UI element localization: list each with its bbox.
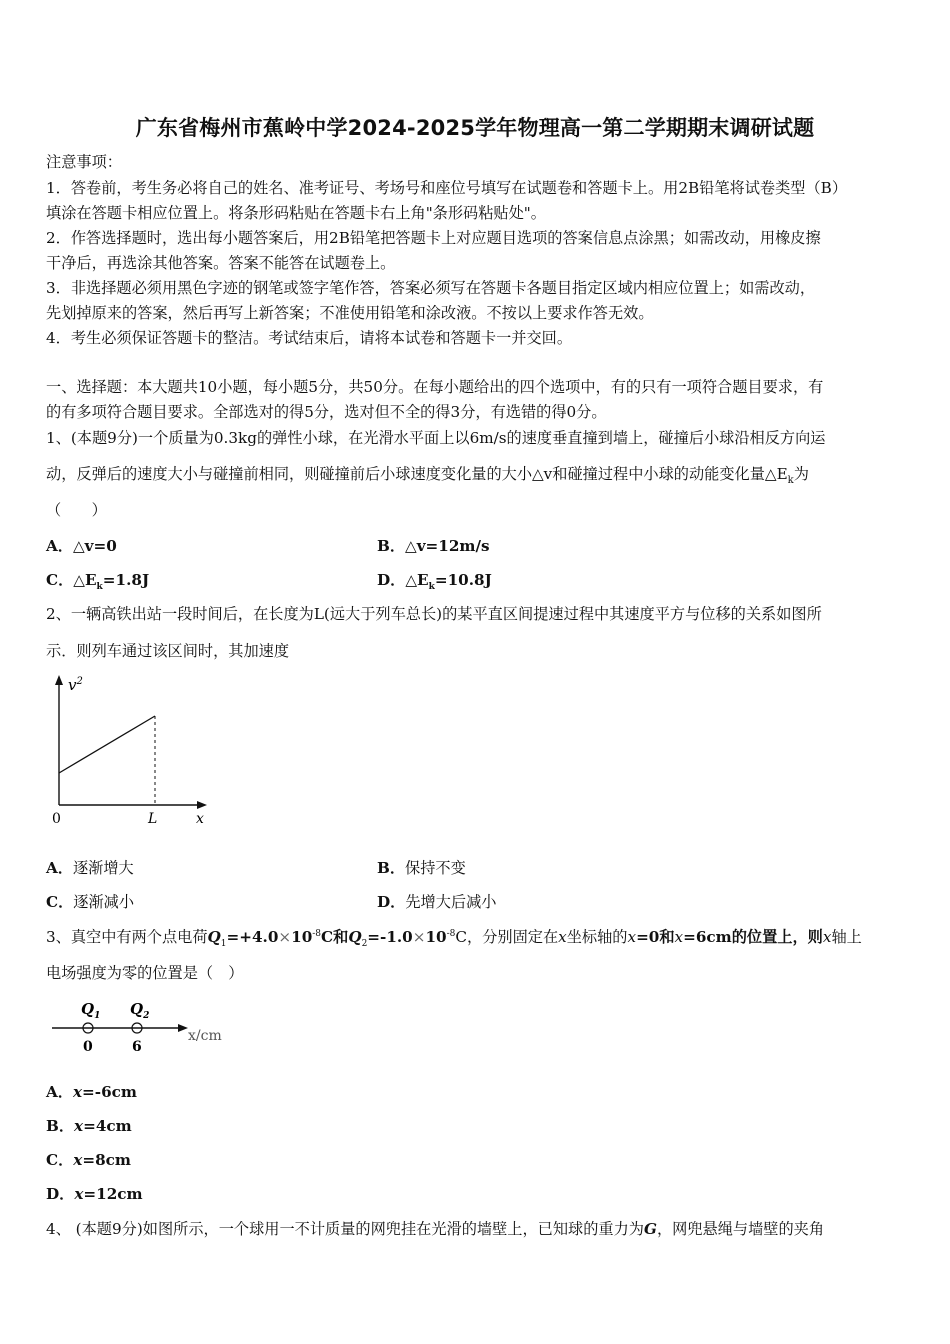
q3-stem-2: 电场强度为零的位置是（ ） — [46, 964, 244, 982]
q1-option-a[interactable]: A．△v=0 — [46, 537, 117, 555]
q3-option-a[interactable]: A．x=-6cm — [46, 1083, 137, 1101]
q1-option-c[interactable]: C．$\triangle E_k=1.8J$ — [46, 571, 150, 593]
notice-line: 干净后，再选涂其他答案。答案不能答在试题卷上。 — [46, 254, 396, 272]
l-tick-label: L — [148, 811, 158, 827]
label-q2: $Q_2$ — [130, 1000, 150, 1021]
origin-label: 0 — [52, 811, 61, 827]
notice-line: 1．答卷前，考生务必将自己的姓名、准考证号、考场号和座位号填写在试题卷和答题卡上。用2B铅笔将试卷类型（B） — [46, 179, 848, 197]
q3-stem: 3、真空中有两个点电荷$Q_1=+4.0\times 10^{-8}C$和$Q_2=-1.0\times 10^{-8}C$，分别固定在x坐标轴的x=0和x=6cm的位置上，则x轴上 — [46, 928, 862, 950]
notice-heading: 注意事项： — [46, 153, 122, 171]
q3-option-d[interactable]: D．x=12cm — [46, 1185, 143, 1203]
q1-answer-blank: （ ） — [46, 501, 107, 519]
notice-line: 3．非选择题必须用黑色字迹的钢笔或签字笔作答，答案必须写在答题卡各题目指定区域内相应位置上；如需改动， — [46, 279, 816, 297]
x-axis-label: x — [196, 811, 204, 827]
q2-option-b[interactable]: B．保持不变 — [377, 859, 466, 877]
q3-option-c[interactable]: C．x=8cm — [46, 1151, 131, 1169]
q2-stem-2: 示．则列车通过该区间时，其加速度 — [46, 642, 289, 660]
q1-stem-2: 动，反弹后的速度大小与碰撞前相同，则碰撞前后小球速度变化量的大小△v和碰撞过程中小球的动能变化量$\triangle E_k$为 — [46, 465, 809, 487]
section-intro: 的有多项符合题目要求。全部选对的得5分，选对但不全的得3分，有选错的得0分。 — [46, 403, 607, 421]
notice-line: 4．考生必须保证答题卡的整洁。考试结束后，请将本试卷和答题卡一并交回。 — [46, 329, 573, 347]
notice-line: 先划掉原来的答案，然后再写上新答案；不准使用铅笔和涂改液。不按以上要求作答无效。 — [46, 304, 654, 322]
axis-label: x/cm — [188, 1028, 222, 1044]
y-axis-label: $v^2$ — [68, 676, 83, 694]
x-axis-arrow — [197, 801, 207, 809]
tick-6: 6 — [132, 1039, 142, 1055]
q4-stem: 4、 (本题9分)如图所示，一个球用一不计质量的网兜挂在光滑的墙壁上，已知球的重力为G，网兜悬绳与墙壁的夹角 — [46, 1220, 824, 1238]
v2-line — [59, 716, 155, 773]
q2-option-c[interactable]: C．逐渐减小 — [46, 893, 135, 911]
q2-v2-x-graph — [40, 672, 220, 832]
page-title: 广东省梅州市蕉岭中学2024-2025学年物理高一第二学期期末调研试题 — [135, 116, 815, 140]
q2-stem: 2、一辆高铁出站一段时间后，在长度为L(远大于列车总长)的某平直区间提速过程中其速度平方与位移的关系如图所 — [46, 605, 822, 623]
q1-option-d[interactable]: D．$\triangle E_k=10.8J$ — [377, 571, 492, 593]
q3-charge-diagram — [50, 995, 240, 1060]
q2-option-a[interactable]: A．逐渐增大 — [46, 859, 134, 877]
q3-option-b[interactable]: B．x=4cm — [46, 1117, 132, 1135]
q2-option-d[interactable]: D．先增大后减小 — [377, 893, 497, 911]
y-axis-arrow — [55, 675, 63, 685]
label-q1: $Q_1$ — [81, 1000, 101, 1021]
section-intro: 一、选择题：本大题共10小题，每小题5分，共50分。在每小题给出的四个选项中，有的只有一项符合题目要求，有 — [46, 378, 824, 396]
q1-stem: 1、(本题9分)一个质量为0.3kg的弹性小球，在光滑水平面上以6m/s的速度垂直撞到墙上，碰撞后小球沿相反方向运 — [46, 429, 826, 447]
q1-option-b[interactable]: B．△v=12m/s — [377, 537, 490, 555]
notice-line: 2．作答选择题时，选出每小题答案后，用2B铅笔把答题卡上对应题目选项的答案信息点涂黑；如需改动，用橡皮擦 — [46, 229, 821, 247]
x-axis-arrow — [178, 1024, 188, 1032]
tick-0: 0 — [83, 1039, 93, 1055]
notice-line: 填涂在答题卡相应位置上。将条形码粘贴在答题卡右上角"条形码粘贴处"。 — [46, 204, 546, 222]
